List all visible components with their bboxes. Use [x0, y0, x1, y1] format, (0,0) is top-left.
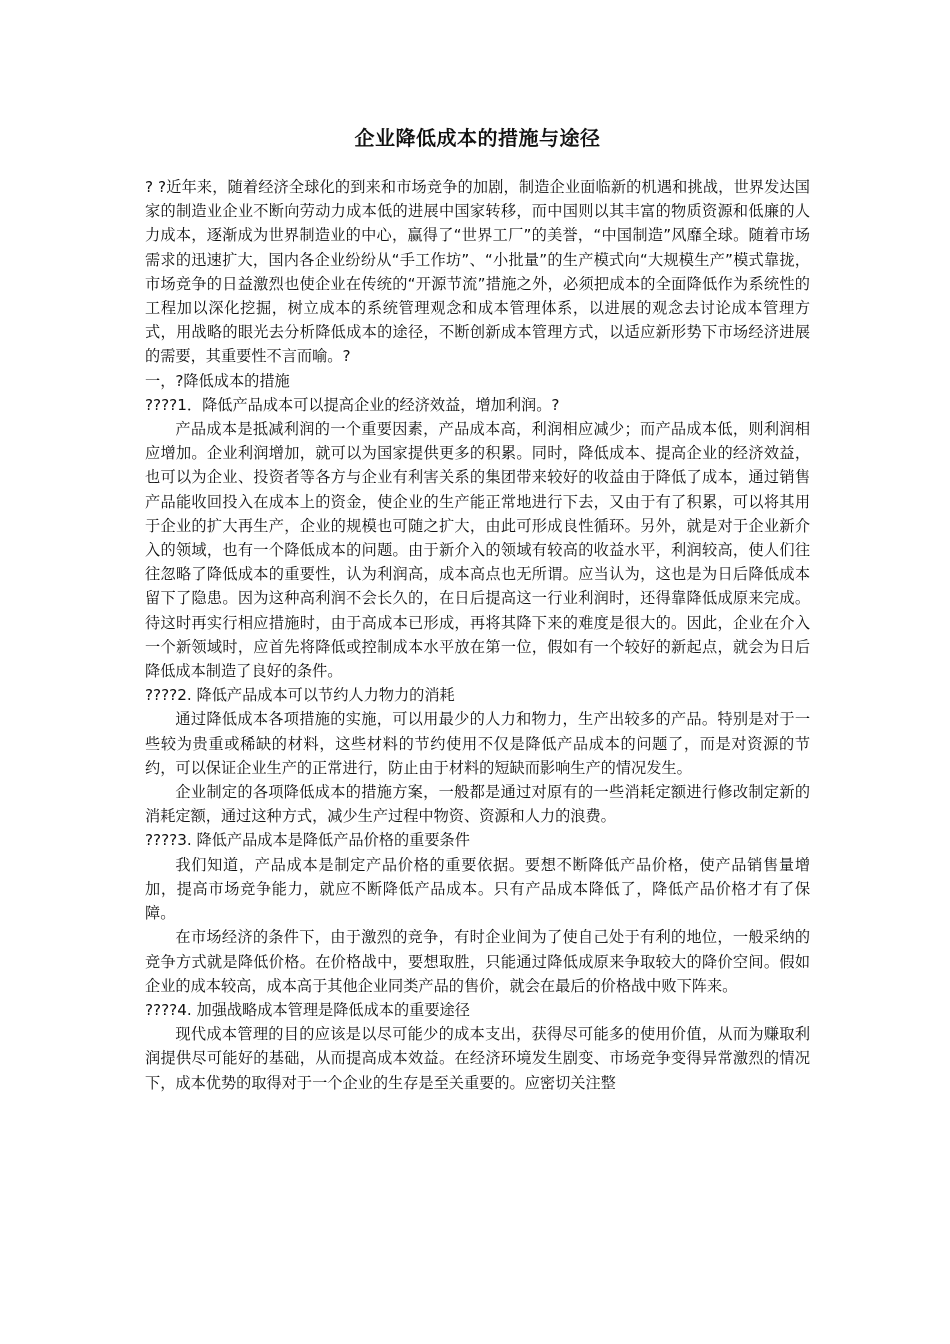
paragraph-2-1: 通过降低成本各项措施的实施，可以用最少的人力和物力，生产出较多的产品。特别是对于一些较为贵重或稀缺的材料，这些材料的节约使用不仅是降低产品成本的问题了，而是对资源的节约，可以保证企业生产的正常进行，防止由于材料的短缺而影响生产的情况发生。 — [145, 710, 810, 777]
subheading-1: ????1．降低产品成本可以提高企业的经济效益，增加利润。? — [145, 395, 560, 414]
document-title: 企业降低成本的措施与途径 — [354, 126, 601, 150]
paragraph-2-2: 企业制定的各项降低成本的措施方案，一般都是通过对原有的一些消耗定额进行修改制定新的消耗定额，通过这种方式，减少生产过程中物资、资源和人力的浪费。 — [145, 783, 810, 826]
subheading-4: ????4. 加强战略成本管理是降低成本的重要途径 — [145, 1000, 470, 1019]
subheading-2: ????2. 降低产品成本可以节约人力物力的消耗 — [145, 686, 455, 705]
paragraph-3-1: 我们知道，产品成本是制定产品价格的重要依据。要想不断降低产品价格，使产品销售量增加，提高市场竞争能力，就应不断降低产品成本。只有产品成本降低了，降低产品价格才有了保障。 — [145, 855, 810, 923]
section-heading-measures: 一，?降低成本的措施 — [145, 371, 290, 390]
document-body — [145, 175, 810, 1095]
paragraph-3-2: 在市场经济的条件下，由于激烈的竞争，有时企业间为了使自己处于有利的地位，一般采纳的竞争方式就是降低价格。在价格战中，要想取胜，只能通过降低成原来争取较大的降价空间。假如企业的成本较高，成本高于其他企业同类产品的售价，就会在最后的价格战中败下阵来。 — [145, 928, 810, 995]
subheading-3: ????3. 降低产品成本是降低产品价格的重要条件 — [145, 831, 470, 850]
paragraph-1-1: 产品成本是抵减利润的一个重要因素，产品成本高，利润相应减少；而产品成本低，则利润相应增加。企业利润增加，就可以为国家提供更多的积累。同时，降低成本、提高企业的经济效益，也可以为企业、投资者等各方与企业有利害关系的集团带来较好的收益由于降低了成本，通过销售产品能收回投入在成本上的资金，使企业的生产能正常地进行下去，又由于有了积累，可以将其用于企业的扩大再生产，企业的规模也可随之扩大，由此可形成良性循环。另外，就是对于企业新介入的领域，也有一个降低成本的问题。由于新介入的领域有较高的收益水平，利润较高，使人们往往忽略了降低成本的重要性，认为利润高，成本高点也无所谓。应当认为，这也是为日后降低成本留下了隐患。因为这种高利润不会长久的，在日后提高这一行业利润时，还得靠降低成原来完成。待这时再实行相应措施时，由于高成本已形成，再将其降下来的难度是很大的。因此，企业在介入一个新领域时，应首先将降低或控制成本水平放在第一位，假如有一个较好的新起点，就会为日后降低成本制造了良好的条件。 — [145, 420, 810, 681]
intro-paragraph: ? ?近年来，随着经济全球化的到来和市场竞争的加剧，制造企业面临新的机遇和挑战，世界发达国家的制造业企业不断向劳动力成本低的进展中国家转移，而中国则以其丰富的物质资源和低廉的人力成本，逐渐成为世界制造业的中心，赢得了“世界工厂”的美誉，“中国制造”风靡全球。随着市场需求的迅速扩大，国内各企业纷纷从“手工作坊”、“小批量”的生产模式向“大规模生产”模式靠拢，市场竞争的日益激烈也使企业在传统的“开源节流”措施之外，必须把成本的全面降低作为系统性的工程加以深化挖掘，树立成本的系统管理观念和成本管理体系，以进展的观念去讨论成本管理方式，用战略的眼光去分析降低成本的途径，不断创新成本管理方式，以适应新形势下市场经济进展的需要，其重要性不言而喻。? — [145, 178, 810, 366]
paragraph-4-1: 现代成本管理的目的应该是以尽可能少的成本支出，获得尽可能多的使用价值，从而为赚取利润提供尽可能好的基础，从而提高成本效益。在经济环境发生剧变、市场竞争变得异常激烈的情况下，成本优势的取得对于一个企业的生存是至关重要的。应密切关注整 — [145, 1025, 810, 1092]
